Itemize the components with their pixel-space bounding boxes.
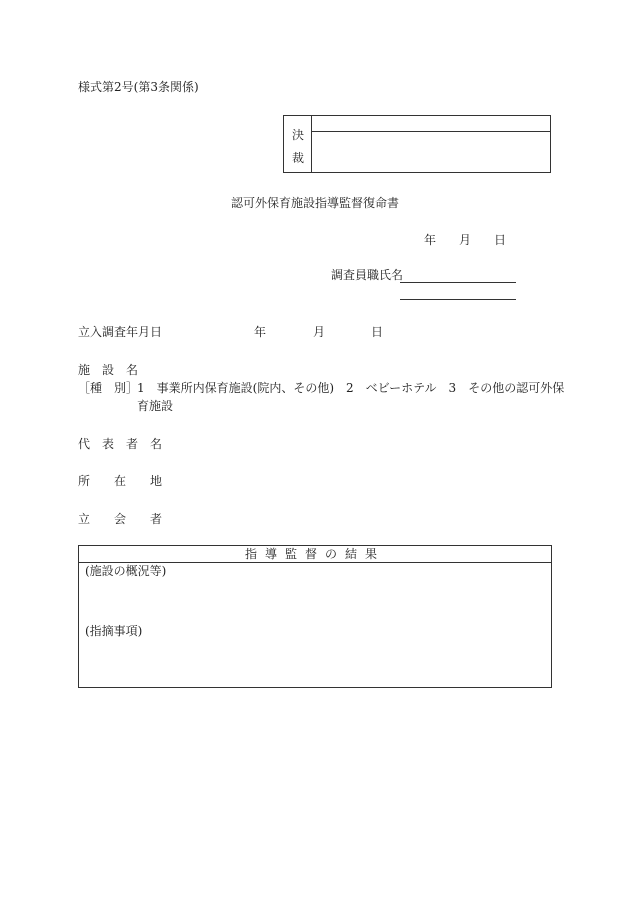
investigator-name-line-1: [400, 282, 516, 283]
results-header-divider: [79, 562, 551, 563]
findings-label: (指摘事項): [85, 624, 143, 638]
results-header: 指導監督の結果: [244, 547, 385, 561]
category-options-line-2: 育施設: [137, 399, 174, 413]
facility-overview-label: (施設の概況等): [85, 564, 167, 578]
document-title: 認可外保育施設指導監督復命書: [230, 196, 399, 210]
category-options-line-1: 1 事業所内保育施設(院内、その他) 2 ベビーホテル 3 その他の認可外保: [137, 381, 565, 395]
date-month-label: 月: [459, 233, 472, 247]
inspection-day-label: 日: [371, 325, 384, 339]
investigator-name-line-2: [400, 299, 516, 300]
category-label: ［種 別］: [78, 381, 139, 395]
date-day-label: 日: [494, 233, 507, 247]
date-year-label: 年: [424, 233, 437, 247]
location-label: 所 在 地: [78, 474, 163, 488]
inspection-year-label: 年: [254, 325, 267, 339]
approval-label-top: 決: [292, 128, 305, 142]
form-number: 様式第2号(第3条関係): [78, 80, 199, 94]
approval-label-bottom: 裁: [292, 151, 305, 165]
witness-label: 立 会 者: [78, 512, 163, 526]
approval-divider: [312, 131, 550, 132]
inspection-date-label: 立入調査年月日: [78, 325, 163, 339]
investigator-label: 調査員職氏名: [331, 268, 404, 282]
inspection-month-label: 月: [313, 325, 326, 339]
approval-box: [283, 115, 551, 173]
approval-label-column: [284, 116, 312, 172]
facility-name-label: 施 設 名: [78, 363, 139, 377]
results-box: [78, 545, 552, 688]
representative-label: 代 表 者 名: [78, 437, 163, 451]
